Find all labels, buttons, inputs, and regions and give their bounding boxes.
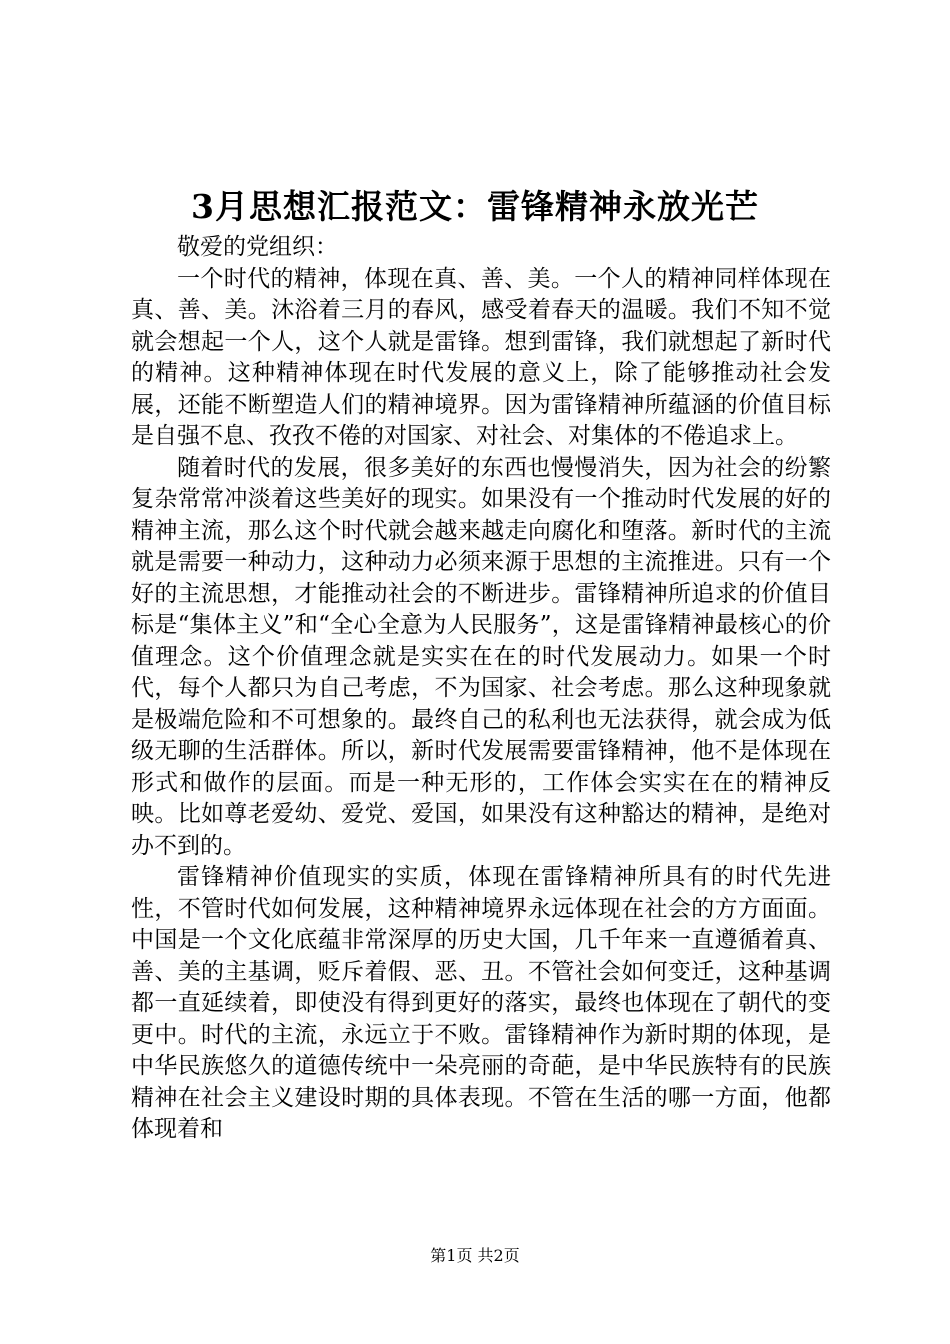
salutation: 敬爱的党组织： bbox=[177, 234, 338, 260]
page-title: 3月思想汇报范文：雷锋精神永放光芒 bbox=[191, 187, 759, 226]
page-footer: 第1页 共2页 bbox=[430, 1246, 520, 1265]
paragraph-1: 一个时代的精神，体现在真、善、美。一个人的精神同样体现在真、善、美。沐浴着三月的春风，感受着春天的温暖。我们不知不觉就会想起一个人，这个人就是雷锋。想到雷锋，我们就想起了新时代的精神。这种精神体现在时代发展的意义上，除了能够推动社会发展，还能不断塑造人们的精神境界。因为雷锋精神所蕴涵的价值目标是自强不息、孜孜不倦的对国家、对社会、对集体的不倦追求上。 bbox=[131, 265, 831, 449]
paragraph-2: 随着时代的发展，很多美好的东西也慢慢消失，因为社会的纷繁复杂常常冲淡着这些美好的现实。如果没有一个推动时代发展的好的精神主流，那么这个时代就会越来越走向腐化和堕落。新时代的主流就是需要一种动力，这种动力必须来源于思想的主流推进。只有一个好的主流思想，才能推动社会的不断进步。雷锋精神所追求的价值目标是“集体主义”和“全心全意为人民服务”，这是雷锋精神最核心的价值理念。这个价值理念就是实实在在的时代发展动力。如果一个时代，每个人都只为自己考虑，不为国家、社会考虑。那么这种现象就是极端危险和不可想象的。最终自己的私利也无法获得，就会成为低级无聊的生活群体。所以，新时代发展需要雷锋精神，他不是体现在形式和做作的层面。而是一种无形的，工作体会实实在在的精神反映。比如尊老爱幼、爱党、爱国，如果没有这种豁达的精神，是绝对办不到的。 bbox=[131, 454, 831, 859]
paragraph-3: 雷锋精神价值现实的实质，体现在雷锋精神所具有的时代先进性，不管时代如何发展，这种精神境界永远体现在社会的方方面面。中国是一个文化底蕴非常深厚的历史大国，几千年来一直遵循着真、善、美的主基调，贬斥着假、恶、丑。不管社会如何变迁，这种基调都一直延续着，即使没有得到更好的落实，最终也体现在了朝代的变更中。时代的主流，永远立于不败。雷锋精神作为新时期的体现，是中华民族悠久的道德传统中一朵亮丽的奇葩，是中华民族特有的民族精神在社会主义建设时期的具体表现。不管在生活的哪一方面，他都体现着和 bbox=[131, 864, 831, 1142]
document-body bbox=[131, 232, 831, 1146]
